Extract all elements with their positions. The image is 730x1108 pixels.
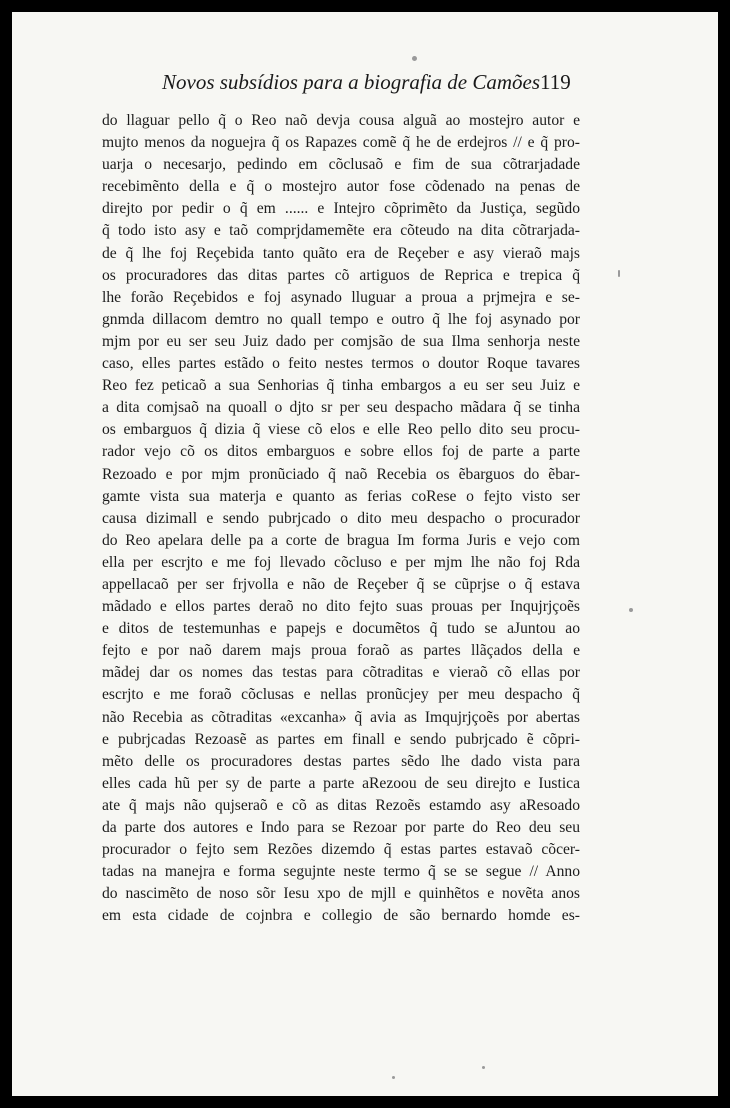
paper-speck [392, 1076, 395, 1079]
running-title: Novos subsídios para a biografia de Camões [162, 70, 541, 94]
text-line: appellacaõ per ser frjvolla e não de Reçeber q̃ se cũprjse o q̃ estava [102, 575, 580, 593]
text-line: lhe forão Reçebidos e foj asynado lluguar a proua a prjmejra e se- [102, 288, 580, 306]
text-line: recebimẽnto della e q̃ o mostejro autor fose cõdenado na penas de [102, 178, 580, 196]
text-line: do llaguar pello q̃ o Reo naõ devja cousa alguã ao mostejro autor e [102, 112, 580, 129]
text-line: mãdej dar os nomes das testas para cõtraditas e vieraõ cõ ellas por [102, 664, 580, 682]
text-line: e ditos de testemunhas e papejs e documẽtos q̃ tudo se aJuntou ao [102, 620, 580, 638]
text-line: do nascimẽto de noso sõr Iesu xpo de mjll e quinhẽtos e novẽta anos [102, 885, 580, 903]
text-line: uarja o necesarjo, pedindo em cõclusaõ e fim de sua cõtrarjadade [102, 156, 580, 174]
paper-speck [629, 608, 633, 612]
text-line: fejto e por naõ darem majs proua foraõ as partes llãçados della e [102, 642, 580, 660]
body-text [102, 110, 580, 927]
text-line: ella per escrjto e me foj llevado cõcluso e per mjm lhe não foj Rda [102, 553, 580, 571]
text-line: em esta cidade de cojnbra e collegio de são bernardo homde es- [102, 907, 580, 925]
text-line: mujto menos da noguejra q̃ os Rapazes comẽ q̃ he de erdejros // e q̃ pro- [102, 134, 580, 152]
text-line: elles cada hũ per sy de parte a parte aRezoou de seu direjto e Iustica [102, 774, 580, 792]
text-line: os procuradores das ditas partes cõ artiguos de Reprica e trepica q̃ [102, 266, 580, 284]
text-line: do Reo apelara delle pa a corte de bragua Im forma Juris e vejo com [102, 531, 580, 549]
text-line: e pubrjcadas Rezoasẽ as partes em finall e sendo pubrjcado ẽ cõpri- [102, 730, 580, 748]
text-line: causa dizimall e sendo pubrjcado o dito meu despacho o procurador [102, 509, 580, 527]
text-line: Rezoado e por mjm pronũciado q̃ naõ Recebia os ẽbarguos do ẽbar- [102, 465, 580, 483]
page-number: 119 [540, 70, 571, 94]
text-line: de q̃ lhe foj Reçebida tanto quãto era de Reçeber e asy vieraõ majs [102, 244, 580, 262]
text-line: ate q̃ majs não qujseraõ e cõ as ditas Rezoẽs estamdo asy aResoado [102, 796, 580, 814]
text-line: gamte vista sua materja e quanto as ferias coRese o fejto visto ser [102, 487, 580, 505]
text-line: caso, elles partes estãdo o feito nestes termos o doutor Roque tavares [102, 355, 580, 373]
paper-speck [482, 1066, 485, 1069]
text-line: escrjto e me foraõ cõclusas e nellas pronũcjey per meu despacho q̃ [102, 686, 580, 704]
text-line: procurador o fejto sem Rezões dizemdo q̃ estas partes estavaõ cõcer- [102, 841, 580, 859]
text-line: gnmda dillacom demtro no quall tempo e outro q̃ lhe foj asynado por [102, 310, 580, 328]
text-line: Reo fez peticaõ a sua Senhorias q̃ tinha embargos a eu ser seu Juiz e [102, 377, 580, 395]
paper-speck [618, 270, 620, 277]
text-line: q̃ todo isto asy e taõ comprjdamemẽte era cõteudo na dita cõtrarjada- [102, 222, 580, 240]
text-line: mẽto delle os procuradores destas partes sẽdo lhe dado vista para [102, 752, 580, 770]
text-line: mãdado e ellos partes deraõ no dito fejto suas prouas per Inqujrjçoẽs [102, 598, 580, 616]
book-page [12, 12, 718, 1096]
text-line: mjm por eu ser seu Juiz dado per comjsão de sua Ilma senhorja neste [102, 332, 580, 350]
text-line: direjto por pedir o q̃ em ...... e Intejro cõprimẽto da Justiça, segũdo [102, 200, 580, 218]
running-head [12, 70, 718, 100]
text-line: da parte dos autores e Indo para se Rezoar por parte do Reo deu seu [102, 819, 580, 836]
text-line: os embarguos q̃ dizia q̃ viese cõ elos e elle Reo pello dito seu procu- [102, 421, 580, 439]
text-line: não Recebia as cõtraditas «excanha» q̃ avia as Imqujrjçoẽs por abertas [102, 708, 580, 726]
text-line: a dita comjsaõ na quoall o djto sr per seu despacho mãdara q̃ se tinha [102, 399, 580, 417]
text-line: tadas na manejra e forma segujnte neste termo q̃ se se segue // Anno [102, 863, 580, 881]
paper-speck [412, 56, 417, 61]
text-line: rador vejo cõ os ditos embarguos e sobre ellos foj de parte a parte [102, 443, 580, 461]
